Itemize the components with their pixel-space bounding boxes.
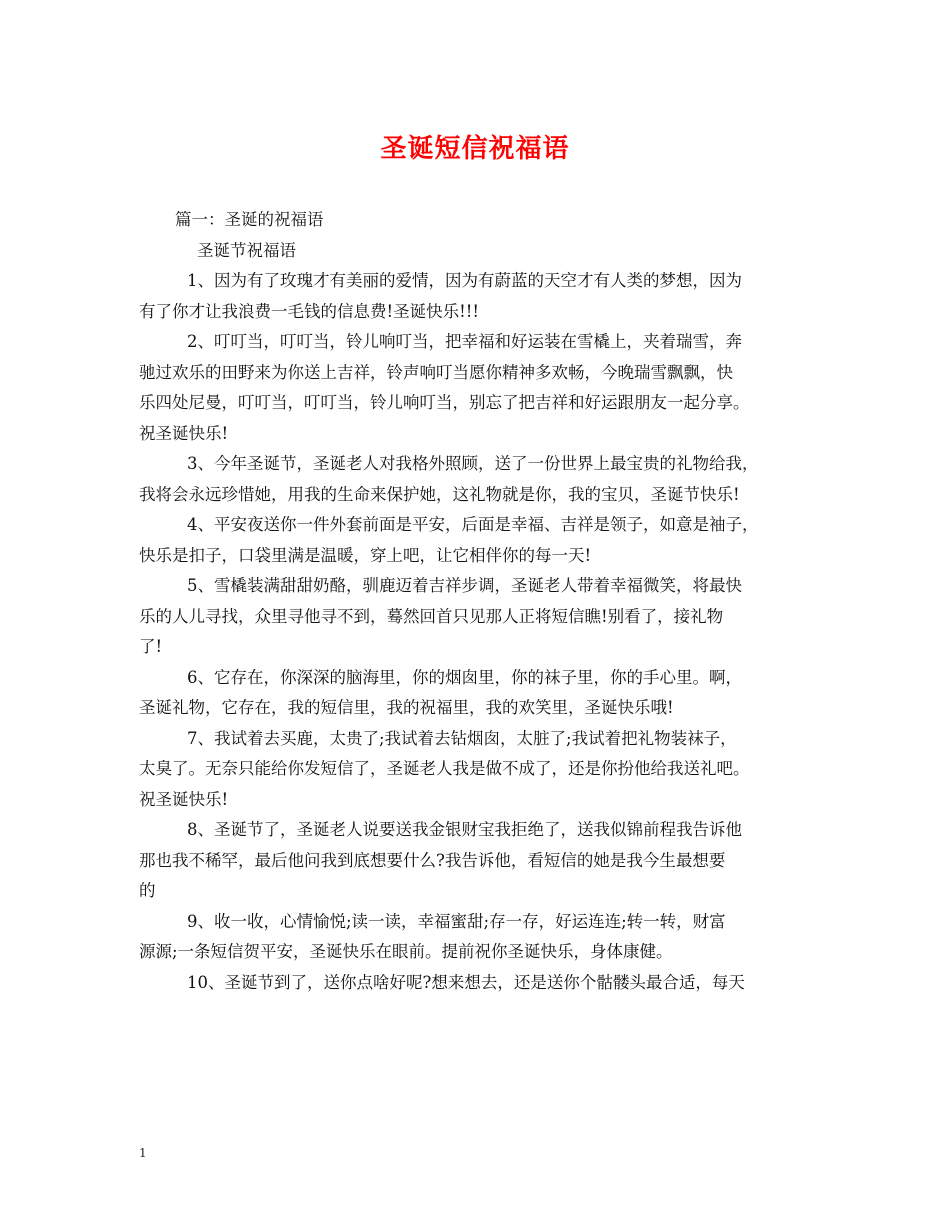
paragraph-line: 圣诞礼物，它存在，我的短信里，我的祝福里，我的欢笑里，圣诞快乐哦! (139, 698, 674, 717)
paragraph-line: 乐四处尼曼，叮叮当，叮叮当，铃儿响叮当，别忘了把吉祥和好运跟朋友一起分享。 (139, 393, 750, 412)
paragraph-line: 我将会永远珍惜她，用我的生命来保护她，这礼物就是你，我的宝贝，圣诞节快乐! (139, 484, 740, 504)
paragraph-line: 快乐是扣子，口袋里满是温暖，穿上吧，让它相伴你的每一天! (139, 545, 592, 565)
paragraph-line: 祝圣诞快乐! (139, 789, 229, 809)
sub-heading: 圣诞节祝福语 (197, 240, 296, 260)
paragraph-line: 10、圣诞节到了，送你点啥好呢?想来想去，还是送你个骷髅头最合适，每天 (187, 972, 745, 992)
paragraph-line: 4、平安夜送你一件外套前面是平安，后面是幸福、吉祥是领子，如意是袖子， (187, 515, 759, 534)
paragraph-line: 了! (139, 637, 163, 656)
paragraph-line: 源源;一条短信贺平安，圣诞快乐在眼前。提前祝你圣诞快乐，身体康健。 (139, 942, 673, 961)
paragraph-line: 9、收一收，心情愉悦;读一读，幸福蜜甜;存一存，好运连连;转一转，财富 (187, 911, 726, 931)
paragraph-line: 5、雪橇装满甜甜奶酪，驯鹿迈着吉祥步调，圣诞老人带着幸福微笑，将最快 (187, 576, 742, 595)
paragraph-line: 那也我不稀罕，最后他问我到底想要什么?我告诉他，看短信的她是我今生最想要 (139, 850, 726, 870)
document-title: 圣诞短信祝福语 (380, 134, 570, 164)
paragraph-line: 6、它存在，你深深的脑海里，你的烟囱里，你的袜子里，你的手心里。啊， (187, 667, 742, 687)
paragraph-line: 3、今年圣诞节，圣诞老人对我格外照顾，送了一份世界上最宝贵的礼物给我， (187, 454, 759, 473)
paragraph-line: 乐的人儿寻找，众里寻他寻不到，蓦然回首只见那人正将短信瞧!别看了，接礼物 (139, 606, 724, 626)
paragraph-line: 1、因为有了玫瑰才有美丽的爱情，因为有蔚蓝的天空才有人类的梦想，因为 (187, 271, 742, 290)
section-heading: 篇一：圣诞的祝福语 (175, 210, 324, 229)
paragraph-line: 驰过欢乐的田野来为你送上吉祥，铃声响叮当愿你精神多欢畅，今晚瑞雪飘飘，快 (139, 362, 733, 382)
paragraph-line: 太臭了。无奈只能给你发短信了，圣诞老人我是做不成了，还是你扮他给我送礼吧。 (139, 759, 750, 778)
paragraph-line: 2、叮叮当，叮叮当，铃儿响叮当，把幸福和好运装在雪橇上，夹着瑞雪，奔 (187, 332, 742, 351)
paragraph-line: 的 (139, 881, 156, 900)
paragraph-line: 有了你才让我浪费一毛钱的信息费!圣诞快乐!!! (139, 301, 480, 321)
paragraph-line: 7、我试着去买鹿，太贵了;我试着去钻烟囱，太脏了;我试着把礼物装袜子， (187, 728, 737, 748)
page-number: 1 (139, 1146, 147, 1160)
paragraph-line: 8、圣诞节了，圣诞老人说要送我金银财宝我拒绝了，送我似锦前程我告诉他 (187, 820, 742, 839)
paragraph-line: 祝圣诞快乐! (139, 423, 229, 443)
document-body (139, 205, 815, 998)
